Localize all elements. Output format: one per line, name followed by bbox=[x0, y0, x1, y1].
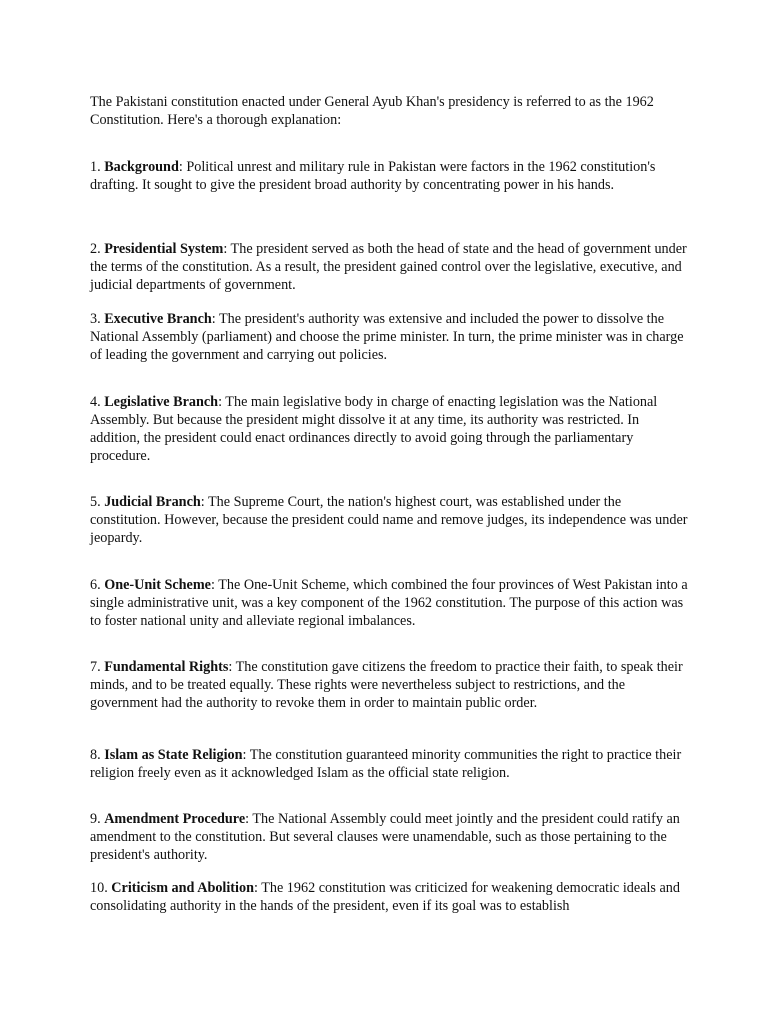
item-text: : The National Assembly could meet jointly and the president could ratify an amendment to the constitution. But several clauses were unamendable, such as those pertaining to the president's authority. bbox=[90, 811, 680, 863]
item-title: Presidential System bbox=[104, 241, 224, 257]
intro-paragraph: The Pakistani constitution enacted under General Ayub Khan's presidency is referred to as the 1962 Constitution. Here's a thorough explanation: bbox=[90, 94, 654, 128]
list-item-legislative-branch bbox=[90, 393, 690, 465]
list-item-islam-state-religion bbox=[90, 746, 690, 782]
list-item-executive-branch bbox=[90, 310, 690, 364]
item-number: 8. bbox=[90, 747, 105, 763]
item-title: Amendment Procedure bbox=[104, 811, 246, 827]
item-text: : The Supreme Court, the nation's highest court, was established under the constitution. However, because the president could name and remove judges, its independence was under jeopardy. bbox=[90, 494, 688, 546]
list-item-one-unit-scheme bbox=[90, 576, 690, 630]
item-title: Islam as State Religion bbox=[104, 747, 243, 763]
item-text: : The 1962 constitution was criticized for weakening democratic ideals and consolidating authority in the hands of the president, even if its goal was to establish bbox=[90, 880, 680, 914]
item-title: Executive Branch bbox=[104, 311, 212, 327]
item-text: : The One-Unit Scheme, which combined the four provinces of West Pakistan into a single administrative unit, was a key component of the 1962 constitution. The purpose of this action was to foster national unity and alleviate regional imbalances. bbox=[90, 577, 688, 629]
item-number: 9. bbox=[90, 811, 105, 827]
item-number: 5. bbox=[90, 494, 105, 510]
list-item-presidential-system bbox=[90, 240, 690, 294]
item-text: : The president served as both the head of state and the head of government under the terms of the constitution. As a result, the president gained control over the legislative, executive, and judicial departments of government. bbox=[90, 241, 687, 293]
item-number: 4. bbox=[90, 394, 105, 410]
item-text: : The constitution guaranteed minority communities the right to practice their religion freely even as it acknowledged Islam as the official state religion. bbox=[90, 747, 682, 781]
item-text: : Political unrest and military rule in Pakistan were factors in the 1962 constitution's drafting. It sought to give the president broad authority by concentrating power in his hands. bbox=[90, 159, 656, 193]
item-title: Judicial Branch bbox=[104, 494, 201, 510]
item-title: Fundamental Rights bbox=[104, 659, 229, 675]
item-title: Criticism and Abolition bbox=[111, 880, 254, 896]
list-item-criticism-abolition bbox=[90, 879, 690, 915]
item-text: : The president's authority was extensive and included the power to dissolve the National Assembly (parliament) and choose the prime minister. In turn, the prime minister was in charge of leading the government and carrying out policies. bbox=[90, 311, 684, 363]
item-title: Background bbox=[104, 159, 179, 175]
item-number: 10. bbox=[90, 880, 112, 896]
item-title: Legislative Branch bbox=[104, 394, 219, 410]
item-number: 1. bbox=[90, 159, 105, 175]
item-number: 2. bbox=[90, 241, 105, 257]
item-title: One-Unit Scheme bbox=[104, 577, 211, 593]
list-item-fundamental-rights bbox=[90, 658, 690, 712]
item-text: : The constitution gave citizens the freedom to practice their faith, to speak their minds, and to be treated equally. These rights were nevertheless subject to restrictions, and the government had the authority to revoke them in order to maintain public order. bbox=[90, 659, 683, 711]
item-text: : The main legislative body in charge of enacting legislation was the National Assembly. But because the president might dissolve it at any time, its authority was restricted. In addition, the president could enact ordinances directly to avoid going through the parliamentary procedure. bbox=[90, 394, 658, 464]
item-number: 3. bbox=[90, 311, 105, 327]
item-number: 7. bbox=[90, 659, 105, 675]
list-item-background bbox=[90, 158, 690, 194]
list-item-judicial-branch bbox=[90, 493, 690, 547]
item-number: 6. bbox=[90, 577, 105, 593]
list-item-amendment-procedure bbox=[90, 810, 690, 864]
